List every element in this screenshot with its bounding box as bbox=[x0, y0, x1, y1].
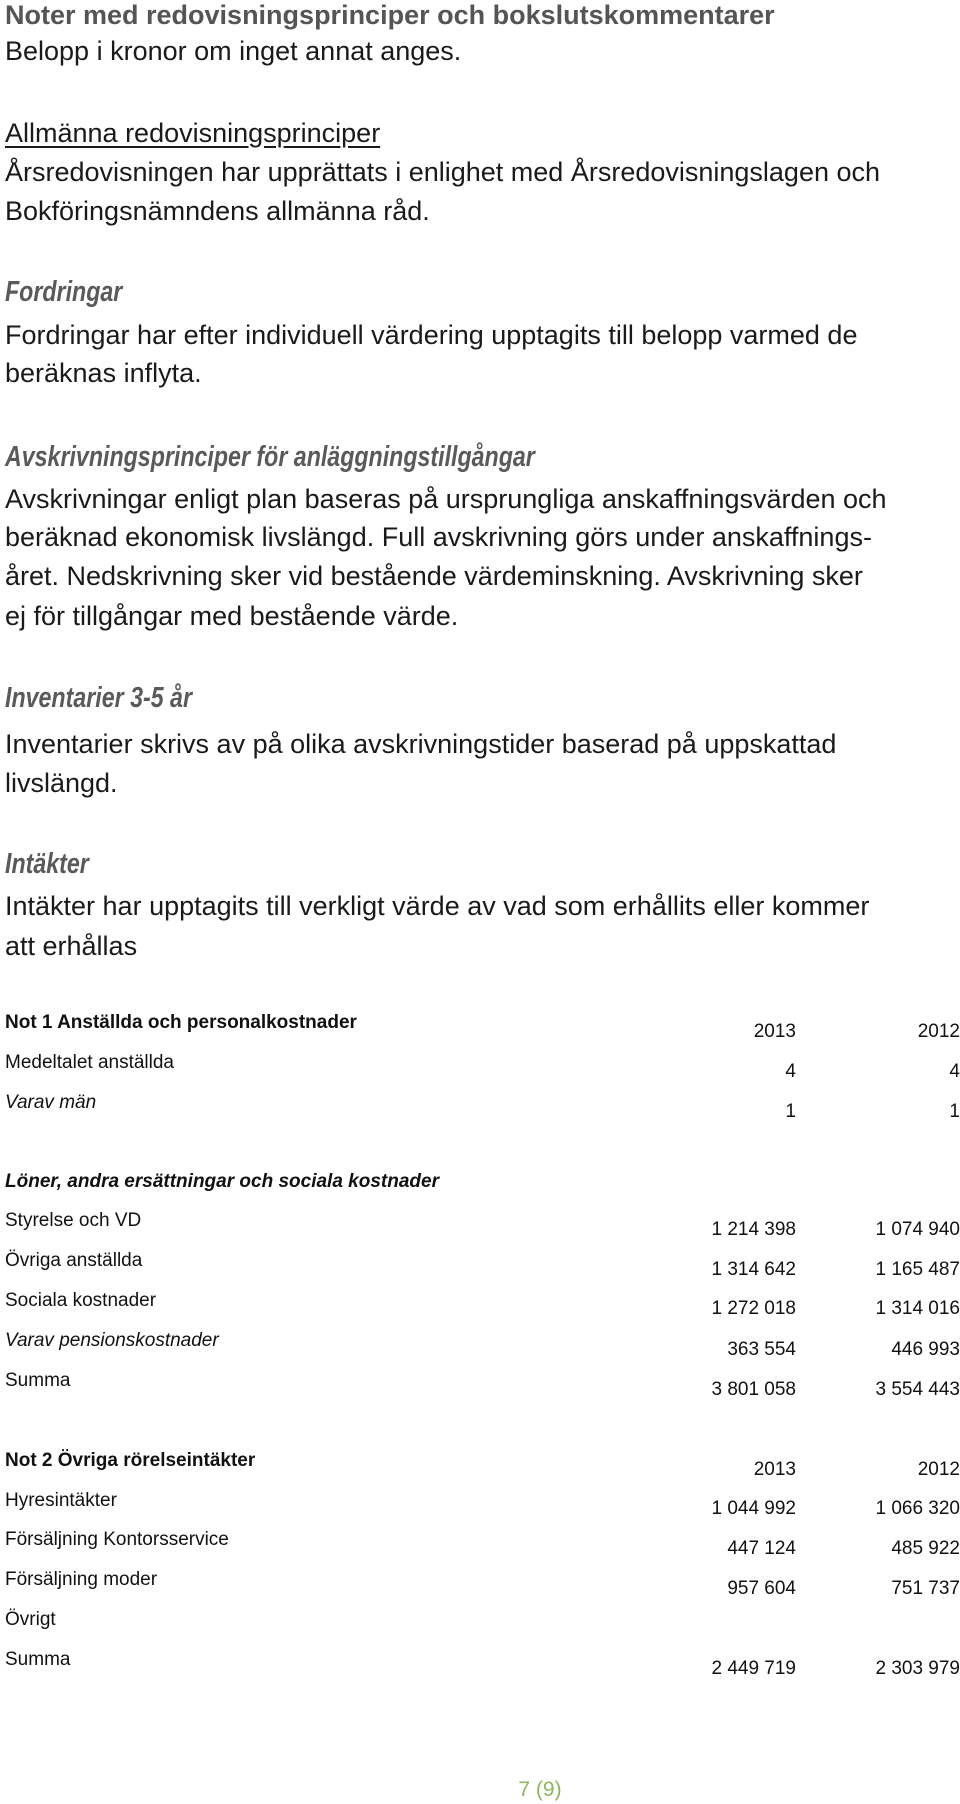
salary-row-label: Styrelse och VD bbox=[5, 1210, 142, 1231]
salary-row-label: Sociala kostnader bbox=[5, 1290, 157, 1311]
revenue-heading: Intäkter bbox=[5, 848, 89, 880]
salary-total-2012: 3 554 443 bbox=[875, 1379, 960, 1400]
salary-row-label: Varav pensionskostnader bbox=[5, 1330, 219, 1351]
note2-value-2013: 447 124 bbox=[727, 1538, 796, 1559]
receivables-text-line: Fordringar har efter individuell värdering upptagits till belopp varmed de bbox=[5, 320, 858, 350]
depreciation-text-line: beräknad ekonomisk livslängd. Full avskrivning görs under anskaffnings- bbox=[5, 522, 872, 552]
note2-value-2012: 485 922 bbox=[891, 1538, 960, 1559]
revenue-text-line: Intäkter har upptagits till verkligt värde av vad som erhållits eller kommer bbox=[5, 891, 870, 921]
document-title: Noter med redovisningsprinciper och bokslutskommentarer bbox=[5, 0, 775, 30]
salary-value-2012: 1 165 487 bbox=[875, 1259, 960, 1280]
depreciation-heading: Avskrivningsprinciper för anläggningstillgångar bbox=[5, 441, 535, 473]
note2-value-2012: 1 066 320 bbox=[875, 1498, 960, 1519]
salaries-heading: Löner, andra ersättningar och sociala kostnader bbox=[5, 1171, 439, 1192]
salary-value-2013: 363 554 bbox=[727, 1339, 796, 1360]
note2-total-2013: 2 449 719 bbox=[711, 1658, 796, 1679]
note1-year-2013: 2013 bbox=[753, 1021, 796, 1042]
note1-value-2012: 1 bbox=[949, 1101, 960, 1122]
revenue-text-line: att erhållas bbox=[5, 931, 138, 961]
note1-value-2013: 4 bbox=[785, 1061, 796, 1082]
salary-value-2012: 1 314 016 bbox=[875, 1298, 960, 1319]
salary-row-label: Övriga anställda bbox=[5, 1250, 143, 1271]
note2-year-2013: 2013 bbox=[753, 1459, 796, 1480]
note1-row-label: Medeltalet anställda bbox=[5, 1052, 174, 1073]
principles-text-line: Bokföringsnämndens allmänna råd. bbox=[5, 196, 430, 226]
note1-value-2013: 1 bbox=[785, 1101, 796, 1122]
note2-total-label: Summa bbox=[5, 1649, 71, 1670]
receivables-text-line: beräknas inflyta. bbox=[5, 358, 202, 388]
note1-value-2012: 4 bbox=[949, 1061, 960, 1082]
receivables-heading: Fordringar bbox=[5, 276, 123, 308]
note2-row-label: Övrigt bbox=[5, 1609, 56, 1630]
salary-total-2013: 3 801 058 bbox=[711, 1379, 796, 1400]
note2-row-label: Försäljning Kontorsservice bbox=[5, 1529, 229, 1550]
note1-row-label: Varav män bbox=[5, 1092, 97, 1113]
depreciation-text-line: Avskrivningar enligt plan baseras på ursprungliga anskaffningsvärden och bbox=[5, 484, 887, 514]
note2-value-2013: 1 044 992 bbox=[711, 1498, 796, 1519]
note2-row-label: Försäljning moder bbox=[5, 1569, 158, 1590]
amounts-note: Belopp i kronor om inget annat anges. bbox=[5, 36, 462, 66]
salary-value-2013: 1 214 398 bbox=[711, 1219, 796, 1240]
salary-value-2013: 1 314 642 bbox=[711, 1259, 796, 1280]
note2-heading: Not 2 Övriga rörelseintäkter bbox=[5, 1450, 256, 1471]
salary-value-2013: 1 272 018 bbox=[711, 1298, 796, 1319]
principles-heading: Allmänna redovisningsprinciper bbox=[5, 118, 381, 148]
depreciation-text-line: året. Nedskrivning sker vid bestående värdeminskning. Avskrivning sker bbox=[5, 561, 863, 591]
note2-row-label: Hyresintäkter bbox=[5, 1490, 117, 1511]
salary-total-label: Summa bbox=[5, 1370, 71, 1391]
note2-value-2013: 957 604 bbox=[727, 1578, 796, 1599]
depreciation-text-line: ej för tillgångar med bestående värde. bbox=[5, 601, 459, 631]
inventory-text-line: livslängd. bbox=[5, 768, 118, 798]
page-number: 7 (9) bbox=[518, 1778, 562, 1801]
note2-total-2012: 2 303 979 bbox=[875, 1658, 960, 1679]
principles-text-line: Årsredovisningen har upprättats i enlighet med Årsredovisningslagen och bbox=[5, 157, 881, 187]
inventory-heading: Inventarier 3-5 år bbox=[5, 682, 192, 714]
note2-value-2012: 751 737 bbox=[891, 1578, 960, 1599]
inventory-text-line: Inventarier skrivs av på olika avskrivningstider baserad på uppskattad bbox=[5, 729, 837, 759]
note1-heading: Not 1 Anställda och personalkostnader bbox=[5, 1012, 357, 1033]
salary-value-2012: 446 993 bbox=[891, 1339, 960, 1360]
note1-year-2012: 2012 bbox=[917, 1021, 960, 1042]
note2-year-2012: 2012 bbox=[917, 1459, 960, 1480]
salary-value-2012: 1 074 940 bbox=[875, 1219, 960, 1240]
